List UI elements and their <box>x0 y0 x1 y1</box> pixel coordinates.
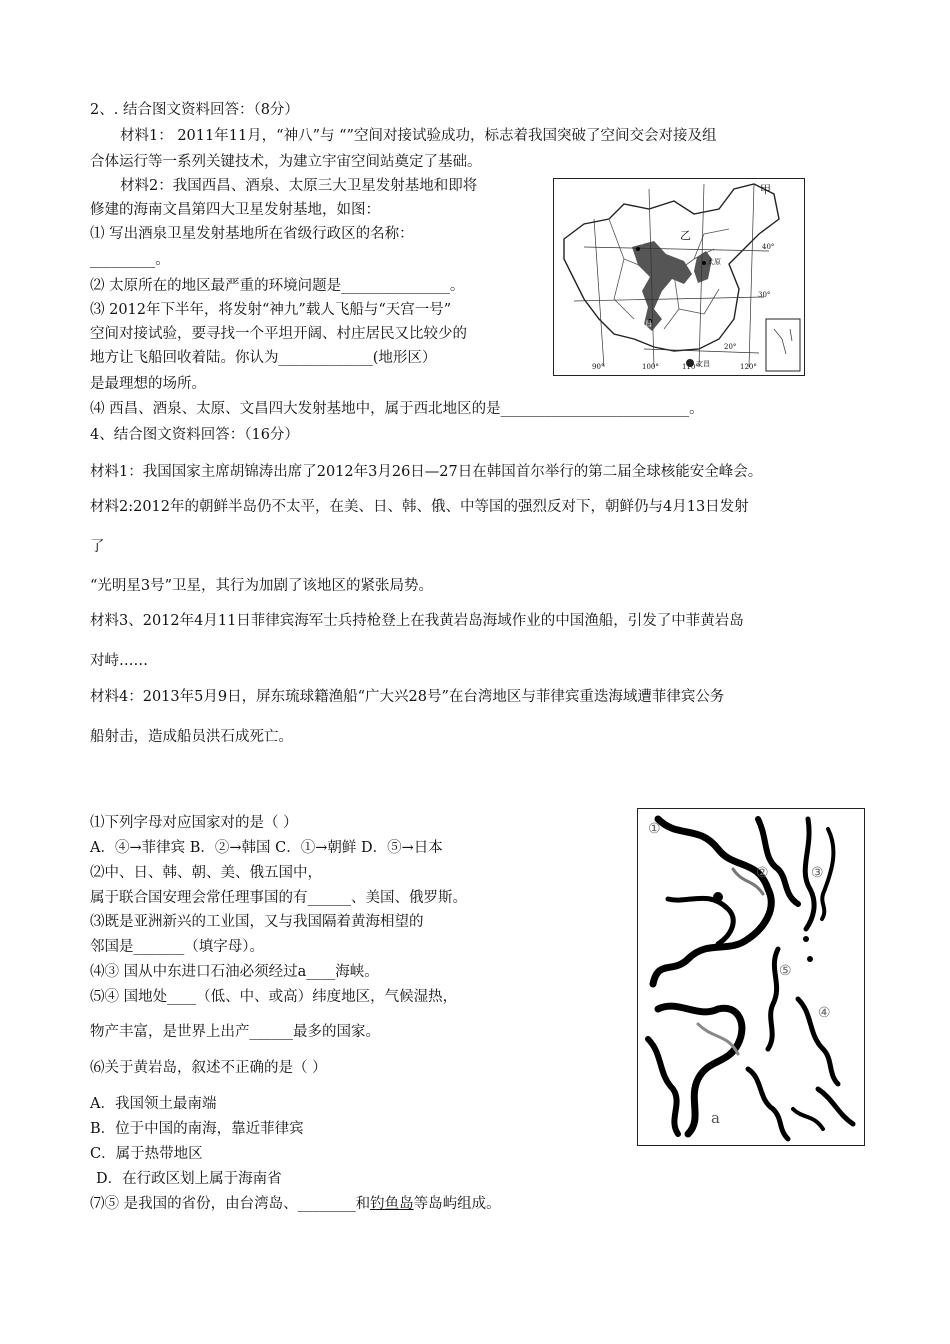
q4-part3-line2: 邻国是_______（填字母）。 <box>90 939 264 955</box>
map2-label-5: ⑤ <box>779 963 792 979</box>
q4-part5-line1: ⑸④ 国地处____（低、中、或高）纬度地区，气候湿热， <box>90 989 458 1005</box>
q2-sub4: ⑷ 西昌、酒泉、太原、文昌四大发射基地中，属于西北地区的是__________________________。 <box>90 401 704 417</box>
q4-part7-diaoyu: 钓鱼岛 <box>370 1196 414 1212</box>
q4-part7-pre: ⑺⑤ 是我国的省份，由台湾岛、________和 <box>90 1196 371 1212</box>
china-launch-sites-map <box>553 178 805 376</box>
q4-part7-post: 等岛屿组成。 <box>413 1196 501 1212</box>
q4-part6-option-c: C．属于热带地区 <box>90 1146 203 1162</box>
east-asia-map-graphic <box>638 809 864 1145</box>
q2-material2-line2: 修建的海南文昌第四大卫星发射基地，如图： <box>90 202 380 218</box>
east-asia-map <box>637 808 865 1146</box>
map1-lat40: 40° <box>762 243 775 251</box>
q4-part1: ⑴下列字母对应国家对的是（ ） <box>90 815 298 831</box>
q4-heading: 4、结合图文资料回答：（16分） <box>90 427 299 443</box>
map1-label-taiyuan: 太原 <box>707 258 721 266</box>
q2-sub1: ⑴ 写出酒泉卫星发射基地所在省级行政区的名称： <box>90 226 414 242</box>
map1-lon100: 100° <box>642 363 659 371</box>
q4-material2-line3: “光明星3号”卫星，其行为加剧了该地区的紧张局势。 <box>90 578 434 594</box>
map1-label-jia: 甲 <box>760 183 771 196</box>
q4-part2-line1: ⑵中、日、韩、朝、美、俄五国中， <box>90 865 322 881</box>
q4-part6: ⑹关于黄岩岛，叙述不正确的是（ ） <box>90 1060 327 1076</box>
q4-material3-line2: 对峙…… <box>90 653 148 669</box>
map2-label-2: ② <box>756 865 769 881</box>
map1-label-wenchang: 文昌 <box>696 360 710 368</box>
q4-part6-option-a: A．我国领土最南端 <box>90 1096 217 1112</box>
q4-part6-option-b: B．位于中国的南海，靠近菲律宾 <box>90 1121 304 1137</box>
china-map-graphic <box>554 179 804 375</box>
q2-sub3-line4: 是最理想的场所。 <box>90 376 206 392</box>
q4-material3-line1: 材料3、2012年4月11日菲律宾海军士兵持枪登上在我黄岩岛海域作业的中国渔船，引发了中菲黄岩岛 <box>90 613 744 629</box>
q4-part5-line2: 物产丰富，是世界上出产______最多的国家。 <box>90 1024 380 1040</box>
map1-lon90: 90° <box>592 363 605 371</box>
q2-sub3-line1: ⑶ 2012年下半年，将发射“神九”载人飞船与“天宫一号” <box>90 302 452 318</box>
q2-material2-line1: 材料2：我国西昌、酒泉、太原三大卫星发射基地和即将 <box>120 178 478 194</box>
q4-part6-option-d: D．在行政区划上属于海南省 <box>96 1171 282 1187</box>
q4-part4: ⑷③ 国从中东进口石油必须经过a____海峡。 <box>90 964 379 980</box>
map2-label-1: ① <box>648 821 661 837</box>
q4-material4-line2: 船射击，造成船员洪石成死亡。 <box>90 729 293 745</box>
map1-label-xichang: 西昌 <box>638 320 652 328</box>
map1-lat30: 30° <box>758 291 771 299</box>
map1-label-jiuquan: 酒泉 <box>629 238 643 246</box>
q2-material1-line1: 材料1： 2011年11月，“神八”与 “”空间对接试验成功，标志着我国突破了空间交会对接及组 <box>120 128 717 144</box>
q2-sub3-line3: 地方让飞船回收着陆。你认为_____________(地形区） <box>90 350 437 366</box>
q4-part7 <box>90 1194 501 1214</box>
q4-part1-options: A．④→菲律宾 B．②→韩国 C．①→朝鲜 D．⑤→日本 <box>90 840 443 856</box>
map2-label-3: ③ <box>811 865 824 881</box>
q4-material4-line1: 材料4：2013年5月9日，屏东琉球籍渔船“广大兴28号”在台湾地区与菲律宾重迭海域遭菲律宾公务 <box>90 689 725 705</box>
map1-lon120: 120° <box>740 363 757 371</box>
q2-sub2: ⑵ 太原所在的地区最严重的环境问题是_______________。 <box>90 278 465 294</box>
map2-label-a: a <box>711 1109 720 1127</box>
q4-material2-line2: 了 <box>90 539 105 555</box>
q4-material2-line1: 材料2:2012年的朝鲜半岛仍不太平，在美、日、韩、俄、中等国的强烈反对下，朝鲜仍与4月13日发射 <box>90 499 749 515</box>
q2-sub3-line2: 空间对接试验，要寻找一个平坦开阔、村庄居民又比较少的 <box>90 326 467 342</box>
map1-lat20: 20° <box>724 343 737 351</box>
map2-label-4: ④ <box>818 1005 831 1021</box>
map1-lon110: 110° <box>682 363 699 371</box>
q4-material1: 材料1：我国国家主席胡锦涛出席了2012年3月26日—27日在韩国首尔举行的第二届全球核能安全峰会。 <box>90 464 763 480</box>
q4-part2-line2: 属于联合国安理会常任理事国的有______、美国、俄罗斯。 <box>90 890 467 906</box>
q4-part3-line1: ⑶既是亚洲新兴的工业国，又与我国隔着黄海相望的 <box>90 914 424 930</box>
q2-sub1-blank: _________。 <box>90 252 170 268</box>
q2-material1-line2: 合体运行等一系列关键技术，为建立宇宙空间站奠定了基础。 <box>90 154 482 170</box>
q2-heading: 2、. 结合图文资料回答：（8分） <box>90 102 299 118</box>
map1-label-yi: 乙 <box>680 229 691 242</box>
